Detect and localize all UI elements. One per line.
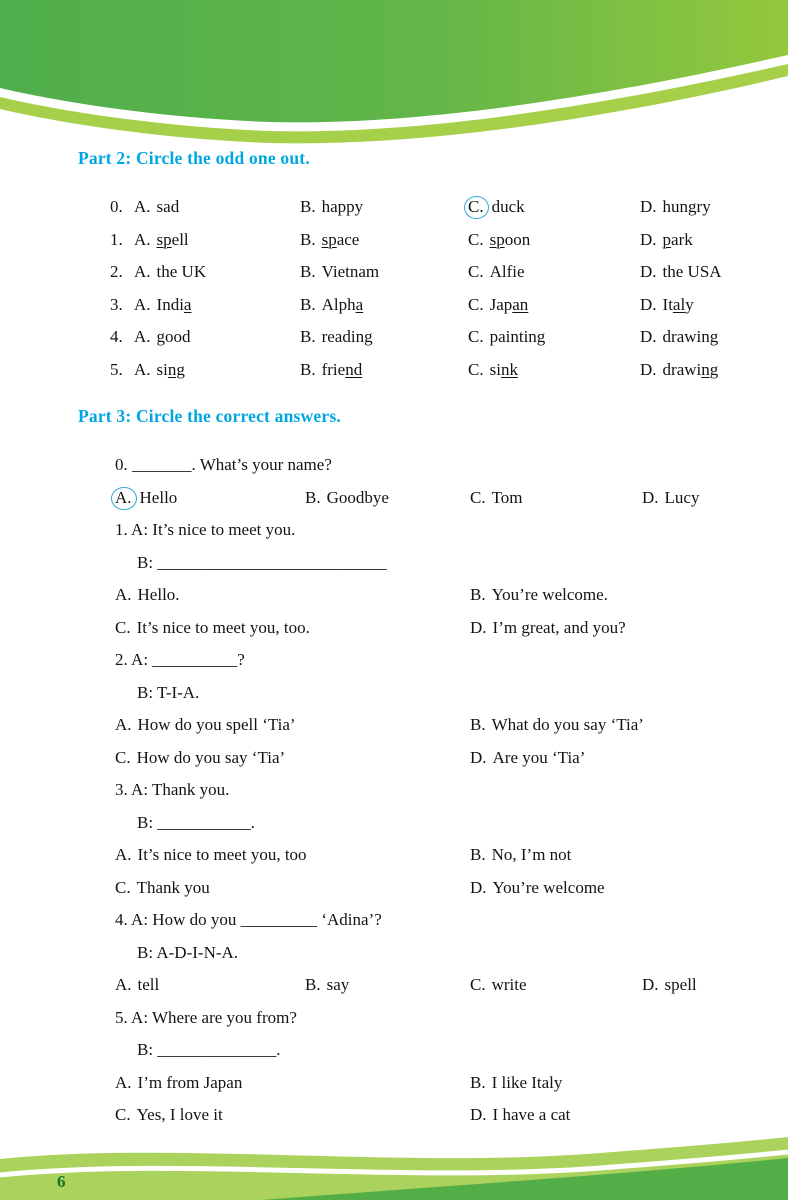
option-letter: B. xyxy=(300,229,316,249)
answer-option xyxy=(115,482,305,515)
option-letter: A. xyxy=(134,229,151,249)
option-text: tell xyxy=(137,975,160,994)
option-letter: A. xyxy=(134,262,151,281)
option-text-part: the UK xyxy=(156,262,207,281)
option-text xyxy=(490,327,546,346)
option-letter: B. xyxy=(305,487,321,507)
option-letter: A. xyxy=(134,197,151,216)
option-text xyxy=(322,295,364,314)
option-text-part: ace xyxy=(336,229,360,249)
option-letter: D. xyxy=(642,975,659,994)
option-letter: B. xyxy=(470,845,486,864)
option-letter: D. xyxy=(640,327,657,346)
option-text: write xyxy=(491,975,527,994)
option-letter: B. xyxy=(300,294,316,314)
option-letter: B. xyxy=(300,327,316,346)
answer-options-row xyxy=(115,1067,754,1100)
option-letter: D. xyxy=(640,197,657,216)
option-text-part: drawi xyxy=(662,359,702,379)
underlined-letters: nk xyxy=(500,359,518,379)
answer-options-row xyxy=(115,872,754,905)
answer-option xyxy=(300,256,468,289)
answer-option xyxy=(468,321,640,354)
option-letter: A. xyxy=(134,294,151,314)
option-text xyxy=(322,230,360,249)
option-text xyxy=(157,230,189,249)
bottom-green-decoration xyxy=(0,1125,788,1200)
option-text-part: si xyxy=(156,359,168,379)
option-text: No, I’m not xyxy=(491,845,572,864)
answer-option xyxy=(300,224,468,257)
option-letter: A. xyxy=(134,327,151,346)
option-text-part: ark xyxy=(671,229,693,249)
option-text: I’m from Japan xyxy=(137,1072,243,1092)
option-letter: D. xyxy=(640,294,657,314)
question-line xyxy=(115,904,754,937)
answer-option xyxy=(300,191,468,224)
odd-one-out-row xyxy=(110,354,754,387)
option-text xyxy=(663,262,722,281)
question-line xyxy=(115,449,754,482)
answer-option xyxy=(640,321,754,354)
option-text xyxy=(157,262,207,281)
option-letter: C. xyxy=(115,1105,131,1124)
option-text xyxy=(322,197,364,216)
option-letter: C. xyxy=(115,747,131,767)
line-text: 3. A: Thank you. xyxy=(115,780,230,799)
option-letter: C. xyxy=(115,617,131,637)
option-letter: D. xyxy=(470,1105,487,1124)
option-text-part: Vietnam xyxy=(321,262,380,281)
answer-options-row xyxy=(115,742,754,775)
option-text-part: Alph xyxy=(321,294,356,314)
answer-option xyxy=(300,354,468,387)
dialog-line xyxy=(115,677,754,710)
answer-option xyxy=(115,742,470,775)
part3-blocks xyxy=(115,449,754,1132)
odd-one-out-row xyxy=(110,224,754,257)
option-letter: C. xyxy=(470,487,486,507)
line-text: 1. A: It’s nice to meet you. xyxy=(115,520,296,539)
answer-option xyxy=(468,224,640,257)
worksheet-content xyxy=(78,148,754,1132)
answer-option xyxy=(470,969,642,1002)
row-number: 0. xyxy=(110,197,123,216)
answer-option xyxy=(468,191,640,224)
option-text xyxy=(322,327,373,346)
option-letter: C. xyxy=(468,294,484,314)
option-text: I have a cat xyxy=(492,1105,571,1124)
page-number: 6 xyxy=(57,1172,66,1191)
option-text-part: drawing xyxy=(662,327,719,346)
answer-option xyxy=(470,482,642,515)
option-letter: C. xyxy=(468,262,484,281)
answer-option xyxy=(642,969,754,1002)
option-letter: B. xyxy=(470,1072,486,1092)
circled-option-letter: A. xyxy=(111,487,137,510)
answer-option xyxy=(305,482,470,515)
option-letter: C. xyxy=(468,229,484,249)
option-text xyxy=(490,360,518,379)
answer-option xyxy=(470,1067,754,1100)
option-text: Are you ‘Tia’ xyxy=(492,747,586,767)
option-text-part: the USA xyxy=(662,262,722,281)
option-text xyxy=(157,197,180,216)
option-text xyxy=(322,262,380,281)
answer-option xyxy=(115,579,470,612)
top-green-decoration xyxy=(0,0,788,160)
answer-option xyxy=(300,289,468,322)
option-text xyxy=(157,360,185,379)
answer-option xyxy=(115,839,470,872)
answer-option xyxy=(468,289,640,322)
odd-one-out-row xyxy=(110,321,754,354)
underlined-letters: an xyxy=(512,294,529,314)
part2-heading: Part 2: Circle the odd one out. xyxy=(78,148,310,168)
option-text-part: duck xyxy=(491,197,525,216)
line-text: 2. A: __________? xyxy=(115,650,245,669)
answer-option xyxy=(642,482,754,515)
option-text-part: ell xyxy=(171,229,189,249)
answer-options-row xyxy=(115,1099,754,1132)
option-letter: C. xyxy=(468,327,484,346)
option-text-part: reading xyxy=(321,327,373,346)
odd-one-out-row xyxy=(110,191,754,224)
answer-option xyxy=(470,709,754,742)
underlined-letters: ng xyxy=(701,359,719,379)
answer-option xyxy=(470,612,754,645)
question-line xyxy=(115,774,754,807)
option-letter: D. xyxy=(470,747,487,767)
option-letter: C. xyxy=(468,359,484,379)
question-line xyxy=(115,644,754,677)
option-text: say xyxy=(326,975,350,994)
option-letter: D. xyxy=(640,262,657,281)
option-letter: C. xyxy=(115,877,131,897)
answer-option xyxy=(640,354,754,387)
line-text: B: ______________. xyxy=(137,1040,281,1059)
question-line xyxy=(115,514,754,547)
option-text xyxy=(663,327,719,346)
option-text-part: frie xyxy=(321,359,346,379)
answer-option xyxy=(115,709,470,742)
part2-rows xyxy=(110,191,754,386)
option-letter: D. xyxy=(640,229,657,249)
dialog-line xyxy=(115,547,754,580)
row-number: 2. xyxy=(110,262,123,281)
option-text: How do you spell ‘Tia’ xyxy=(137,715,296,734)
option-text: I like Italy xyxy=(491,1072,563,1092)
option-text-part: happy xyxy=(321,197,364,216)
answer-option xyxy=(640,191,754,224)
answer-option xyxy=(300,321,468,354)
option-text xyxy=(663,197,711,216)
option-text: Hello. xyxy=(137,585,180,604)
option-text: It’s nice to meet you, too. xyxy=(136,617,310,637)
underlined-letters: sp xyxy=(156,229,172,249)
row-number: 1. xyxy=(110,229,123,249)
odd-one-out-row xyxy=(110,289,754,322)
option-text-part: Jap xyxy=(489,294,513,314)
option-text: What do you say ‘Tia’ xyxy=(491,715,644,734)
odd-one-out-row xyxy=(110,256,754,289)
answer-option xyxy=(115,1067,470,1100)
option-letter: D. xyxy=(640,359,657,379)
line-text: B: ___________. xyxy=(137,812,256,832)
option-text: Thank you xyxy=(136,877,210,897)
underlined-letters: a xyxy=(355,294,364,314)
option-text xyxy=(663,295,694,314)
option-text-part: hungry xyxy=(662,197,711,216)
question-line xyxy=(115,1002,754,1035)
option-text: It’s nice to meet you, too xyxy=(137,845,307,864)
option-text-part: y xyxy=(685,294,694,314)
option-text xyxy=(490,230,531,249)
option-text xyxy=(663,230,693,249)
option-text: Lucy xyxy=(664,487,700,507)
part3-heading: Part 3: Circle the correct answers. xyxy=(78,406,341,426)
answer-option xyxy=(305,969,470,1002)
option-text xyxy=(492,197,525,216)
option-text xyxy=(663,360,719,379)
answer-option xyxy=(640,224,754,257)
underlined-letters: nd xyxy=(345,359,363,379)
answer-option xyxy=(470,1099,754,1132)
option-letter: B. xyxy=(470,715,486,734)
dialog-line xyxy=(115,807,754,840)
underlined-letters: g xyxy=(156,327,166,346)
row-number: 3. xyxy=(110,294,123,314)
answer-option xyxy=(470,872,754,905)
answer-option xyxy=(134,256,300,289)
answer-option xyxy=(115,612,470,645)
option-letter: B. xyxy=(305,975,321,994)
underlined-letters: ng xyxy=(167,359,185,379)
line-text: B: ___________________________ xyxy=(137,552,387,572)
option-letter: C. xyxy=(470,975,486,994)
option-letter: B. xyxy=(300,359,316,379)
option-letter: A. xyxy=(115,585,132,604)
answer-option xyxy=(115,969,305,1002)
option-letter: A. xyxy=(134,359,151,379)
option-letter: D. xyxy=(470,617,487,637)
answer-option xyxy=(468,354,640,387)
option-letter: A. xyxy=(115,715,132,734)
answer-option xyxy=(470,742,754,775)
option-letter: A. xyxy=(115,1072,132,1092)
underlined-letters: a xyxy=(183,294,192,314)
option-letter: A. xyxy=(115,975,132,994)
answer-option xyxy=(134,224,300,257)
option-text-part: si xyxy=(489,359,501,379)
answer-option xyxy=(134,191,300,224)
dialog-line xyxy=(115,937,754,970)
option-text: I’m great, and you? xyxy=(492,617,626,637)
underlined-letters: sp xyxy=(489,229,505,249)
underlined-letters: p xyxy=(662,229,672,249)
answer-option xyxy=(640,256,754,289)
option-text-part: ood xyxy=(165,327,191,346)
option-text xyxy=(322,360,363,379)
line-text: 5. A: Where are you from? xyxy=(115,1007,297,1027)
option-letter: D. xyxy=(470,877,487,897)
option-text: Tom xyxy=(491,487,523,507)
answer-options-row xyxy=(115,579,754,612)
option-text: Goodbye xyxy=(326,487,389,507)
option-text: You’re welcome xyxy=(492,877,605,897)
option-text: You’re welcome. xyxy=(491,585,608,604)
answer-option xyxy=(470,579,754,612)
answer-option xyxy=(134,321,300,354)
option-text-part: sad xyxy=(156,197,180,216)
option-text-part: painting xyxy=(489,327,546,346)
option-text: spell xyxy=(664,975,697,994)
answer-option xyxy=(470,839,754,872)
option-letter: B. xyxy=(300,197,316,216)
answer-option xyxy=(468,256,640,289)
line-text: 4. A: How do you _________ ‘Adina’? xyxy=(115,910,382,929)
underlined-letters: al xyxy=(672,294,686,314)
option-letter: A. xyxy=(115,845,132,864)
answer-option xyxy=(134,289,300,322)
answer-options-row xyxy=(115,612,754,645)
answer-options-row xyxy=(115,482,754,515)
row-number: 4. xyxy=(110,327,123,346)
row-number: 5. xyxy=(110,359,123,379)
option-text xyxy=(157,295,192,314)
answer-options-row xyxy=(115,839,754,872)
line-text: 0. _______. What’s your name? xyxy=(115,455,332,474)
answer-options-row xyxy=(115,969,754,1002)
answer-option xyxy=(115,1099,470,1132)
answer-option xyxy=(134,354,300,387)
option-text: Hello xyxy=(139,487,178,507)
circled-option-letter: C. xyxy=(464,196,489,219)
option-text-part: It xyxy=(662,294,673,314)
option-text xyxy=(157,327,191,346)
option-letter: B. xyxy=(470,585,486,604)
underlined-letters: sp xyxy=(321,229,337,249)
dialog-line xyxy=(115,1034,754,1067)
option-text xyxy=(490,295,529,314)
option-text xyxy=(490,262,525,281)
line-text: B: A-D-I-N-A. xyxy=(137,942,239,962)
answer-options-row xyxy=(115,709,754,742)
answer-option xyxy=(115,872,470,905)
option-letter: D. xyxy=(642,487,659,507)
answer-option xyxy=(640,289,754,322)
option-text-part: Alfie xyxy=(489,262,525,281)
option-text: How do you say ‘Tia’ xyxy=(136,747,286,767)
option-text-part: Indi xyxy=(156,294,184,314)
option-letter: B. xyxy=(300,262,316,281)
option-text-part: oon xyxy=(504,229,531,249)
line-text: B: T-I-A. xyxy=(137,682,200,702)
option-text: Yes, I love it xyxy=(136,1105,223,1124)
